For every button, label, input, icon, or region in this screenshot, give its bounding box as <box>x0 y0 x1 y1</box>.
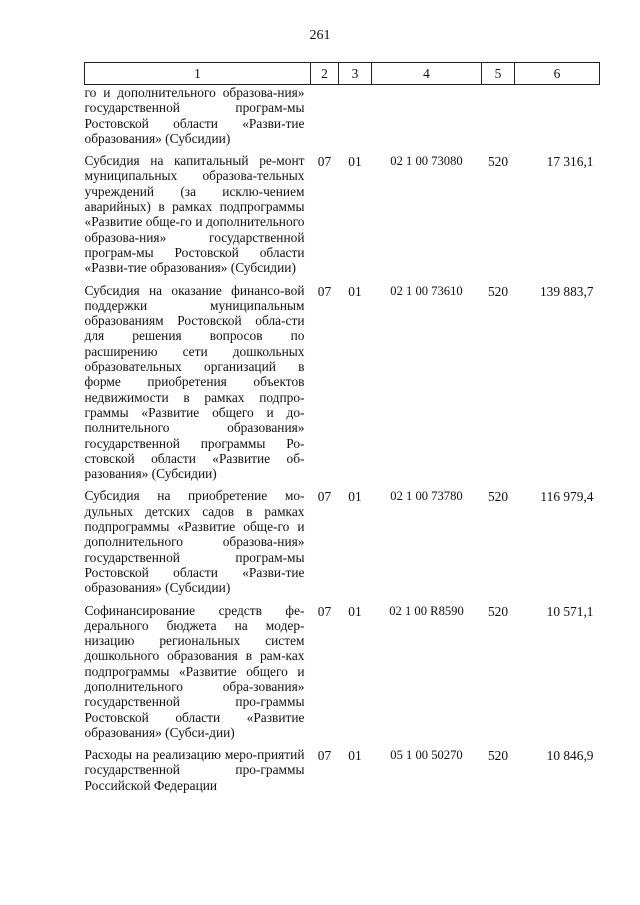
table-row <box>85 747 600 800</box>
table-row <box>85 283 600 489</box>
row-description: Субсидия на оказание финансо-вой поддержки муниципальным образованиям Ростовской обла-сти для решения вопросов по расширению сети дошкольных образовательных организаций в форме приобретения объектов недвижимости в рамках подпро-граммы «Развитие общего и до-полнительного образования» государственной программы Ро-стовской области «Развитие об-разования» (Субсидии) <box>84 282 305 482</box>
row-description: Софинансирование средств фе-дерального бюджета на модер-низацию региональных систем дошкольного образования в рам-ках подпрограммы «Развитие общего и дополнительного обра-зования» государственной про-граммы Ростовской области «Развитие образования» (Субси-дии) <box>84 602 305 740</box>
row-expense-type: 520 <box>487 748 509 764</box>
row-description: Расходы на реализацию меро-приятий государственной про-граммы Российской Федерации <box>84 747 305 793</box>
row-target-code <box>372 85 482 154</box>
header-col-6: 6 <box>515 63 600 85</box>
table-row <box>85 488 600 602</box>
row-description: го и дополнительного образова-ния» государственной програм-мы Ростовской области «Разви-тие образования» (Субсидии) <box>84 85 305 146</box>
row-expense-type: 520 <box>487 489 509 505</box>
row-expense-type: 520 <box>487 603 509 619</box>
row-subsection: 01 <box>348 603 362 619</box>
row-amount: 10 846,9 <box>546 748 594 764</box>
row-target-code: 02 1 00 R8590 <box>389 603 464 618</box>
row-subsection <box>339 85 372 154</box>
row-section: 07 <box>317 283 332 299</box>
header-row <box>85 63 600 85</box>
row-amount: 10 571,1 <box>546 603 594 619</box>
row-amount: 116 979,4 <box>540 489 594 505</box>
row-section <box>311 85 339 154</box>
row-target-code: 02 1 00 73610 <box>390 283 463 298</box>
row-expense-type: 520 <box>487 154 509 170</box>
row-target-code: 02 1 00 73080 <box>390 154 463 169</box>
row-expense-type: 520 <box>487 283 509 299</box>
row-section: 07 <box>317 154 332 170</box>
header-col-1: 1 <box>85 63 311 85</box>
header-col-5: 5 <box>482 63 515 85</box>
row-amount: 139 883,7 <box>539 283 594 299</box>
table-row <box>85 153 600 282</box>
table-row <box>85 85 600 154</box>
row-subsection: 01 <box>348 154 362 170</box>
row-target-code: 05 1 00 50270 <box>390 748 463 763</box>
table-row <box>85 603 600 748</box>
row-target-code: 02 1 00 73780 <box>390 489 463 504</box>
row-expense-type <box>482 85 515 154</box>
row-section: 07 <box>317 603 332 619</box>
budget-table <box>84 62 600 800</box>
row-section: 07 <box>317 489 332 505</box>
header-col-3: 3 <box>339 63 372 85</box>
row-section: 07 <box>317 748 332 764</box>
row-amount: 17 316,1 <box>546 154 594 170</box>
row-subsection: 01 <box>348 283 362 299</box>
row-subsection: 01 <box>348 748 362 764</box>
header-col-2: 2 <box>311 63 339 85</box>
row-amount <box>515 85 600 154</box>
page-number: 261 <box>309 28 331 43</box>
header-col-4: 4 <box>372 63 482 85</box>
row-subsection: 01 <box>348 489 362 505</box>
row-description: Субсидия на приобретение мо-дульных детских садов в рамках подпрограммы «Развитие обще-го и дополнительного образова-ния» государственной програм-мы Ростовской области «Разви-тие образования» (Субсидии) <box>84 488 305 596</box>
row-description: Субсидия на капитальный ре-монт муниципальных образова-тельных учреждений (за исклю-чением аварийных) в рамках подпрограммы «Развитие обще-го и дополнительного образова-ния» государственной програм-мы Ростовской области «Разви-тие образования» (Субсидии) <box>84 153 305 276</box>
